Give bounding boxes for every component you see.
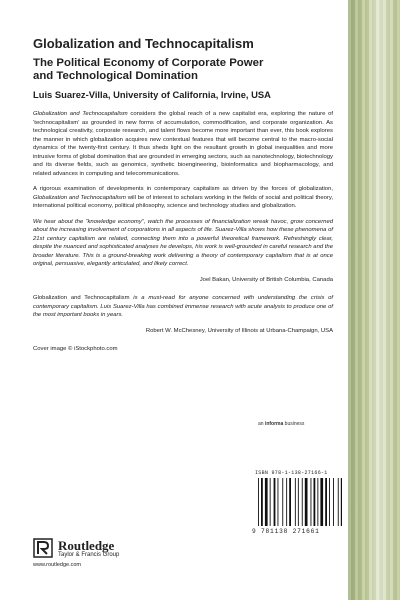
endorsement-attribution-2: Robert W. McChesney, University of Illinois at Urbana-Champaign, USA xyxy=(145,327,333,334)
barcode-image xyxy=(258,478,342,526)
endorsement-quote-2 xyxy=(33,294,333,320)
endorsement-quote-1: We hear about the “knowledge economy”, watch the processes of financialization wreak havoc, grow concerned about the increasing involvement of corporations in all aspects of life. Suarez-Villa shows how these phenomena of 21st century capitalism are related, connecting them into a powerful theoretical framework. Refreshingly clear, despite the nuanced and sophisticated analyses he develops, his work is well-grounded in careful research and the broader literature. This is a ground-breaking work delivering a theory of contemporary capitalism that is at once original, persuasive, elegantly articulated, and likely correct. xyxy=(33,218,333,267)
description-text-2a: A rigorous examination of developments in contemporary capitalism as driven by the forces of globalization, xyxy=(33,186,333,192)
subtitle-line-1: The Political Economy of Corporate Power xyxy=(33,57,264,69)
description-text-1: considers the global reach of a new capitalist era, exploring the nature of ‘technocapitalism’ as grounded in new forms of accumulation, commodification, and corporate organization. As technological creativity, corporate research, and talent flows become more important than ever, this book explores the manner in which globalization acquires new contextual features that will become central to the macro-social dynamics of the twenty-first century. It thus sheds light on the resultant growth in global inequalities and more intrusive forms of global domination that are grounded in emerging sectors, such as nanotechnology, biotechnology and its diverse fields, such as genomics, synthetic bioengineering, bioinformatics and biopharmacology, and related advances in computing and telecommunications. xyxy=(33,111,333,177)
informa-prefix: an xyxy=(258,421,265,427)
italic-book-title: Globalization and Technocapitalism xyxy=(33,111,128,117)
book-subtitle xyxy=(33,57,333,83)
publisher-url: www.routledge.com xyxy=(33,562,81,568)
publisher-group: Taylor & Francis Group xyxy=(58,552,120,558)
back-cover-text xyxy=(33,36,333,354)
cover-image-credit: Cover image © iStockphoto.com xyxy=(33,346,118,352)
informa-suffix: business xyxy=(283,421,305,427)
isbn-text: ISBN 978-1-138-27166-1 xyxy=(255,470,328,476)
description-paragraph-1 xyxy=(33,110,333,178)
informa-brand: informa xyxy=(264,421,284,427)
description-text-2b: will be of interest to scholars working in the fields of social and political theory, international political economy, political philosophy, science and technology studies and globalization. xyxy=(33,194,334,209)
barcode-digits: 9 781138 271661 xyxy=(252,528,320,535)
book-title: Globalization and Technocapitalism xyxy=(33,36,254,51)
cover-image-strip xyxy=(348,0,400,600)
publisher-block xyxy=(58,539,119,559)
endorsement-2-lead: Globalization and Technocapitalism xyxy=(33,295,130,301)
italic-book-title-2: Globalization and Technocapitalism xyxy=(33,194,126,201)
endorsement-attribution-1: Joel Bakan, University of British Columbia, Canada xyxy=(199,276,333,283)
author-line: Luis Suarez-Villa, University of California, Irvine, USA xyxy=(33,89,271,100)
endorsement-2-text: is a must-read for anyone concerned with understanding the crisis of contemporary capitalism. Luis Suarez-Villa has combined immense research with acute analysis to produce one of the most important books in years. xyxy=(33,295,334,318)
subtitle-line-2: and Technological Domination xyxy=(33,70,198,82)
informa-business-label xyxy=(258,421,304,427)
description-paragraph-2 xyxy=(33,185,333,211)
routledge-logo-icon xyxy=(33,538,53,558)
publisher-name: Routledge xyxy=(58,538,115,553)
